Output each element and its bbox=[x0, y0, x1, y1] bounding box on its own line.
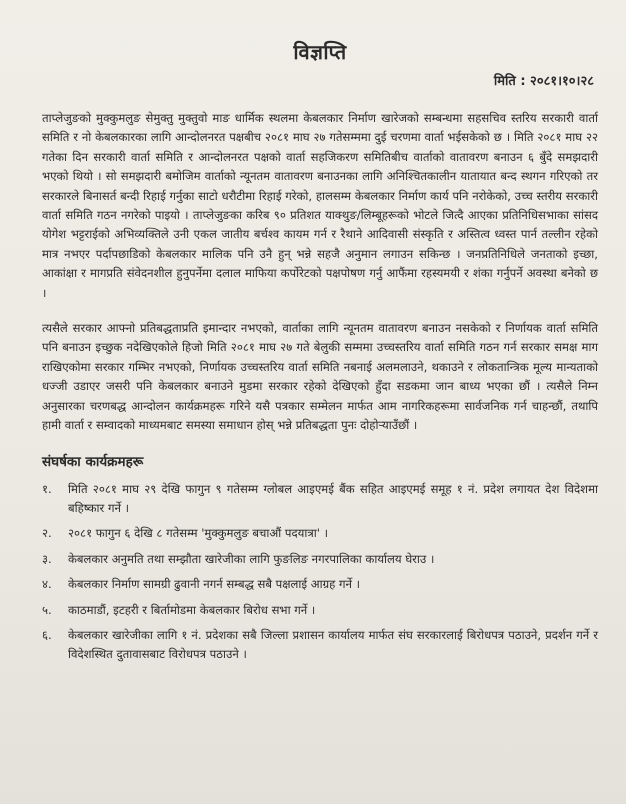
list-item-number: ४. bbox=[42, 577, 52, 592]
paragraph-1: ताप्लेजुङको मुक्कुमलुङ सेमुक्तु मुक्तुवो माङ धार्मिक स्थलमा केबलकार निर्माण खारेजको सम्बन्धमा सहसचिव स्तरिय सरकारी वार्ता समिति र नो केबलकारका लागि आन्दोलनरत पक्षबीच २०८१ माघ २७ गतेसम्ममा दुई चरणमा वार्ता भईसकेको छ । मिति २०८१ माघ २२ गतेका दिन सरकारी वार्ता समिति र आन्दोलनरत पक्षको वार्ता सहजिकरण समितिबीच वार्ताको वातावरण बनाउन ६ बुँदे समझदारी भएको थियो । सो समझदारी बमोजिम वार्ताको न्यूनतम वातावरण बनाउनका लागि अनिश्चितकालीन यातायात बन्द स्थगन गरिएको तर सरकारले बिनासर्त बन्दी रिहाई गर्नुका साटो धरौटीमा रिहाई गरेको, हालसम्म केबलकार निर्माण कार्य पनि नरोकेको, उच्च स्तरीय सरकारी वार्ता समिति गठन नगरेको पाइयो । ताप्लेजुङका करिब ९० प्रतिशत याक्थुङ/लिम्बूहरूको भोटले जित्दै आएका प्रतिनिधिसभाका सांसद योगेश भट्टराईको अभिव्यक्तिले उनी एकल जातीय बर्चश्व कायम गर्न र रैथाने आदिवासी संस्कृति र अस्तित्व ध्वस्त पार्न तल्लीन रहेको मात्र नभएर पर्दापछाडिको केबलकार मालिक पनि उनै हुन् भन्ने सहजै अनुमान लगाउन सकिन्छ । जनप्रतिनिधिले जनताको इच्छा, आकांक्षा र मागप्रति संवेदनशील हुनुपर्नेमा दलाल माफिया कर्पोरेटको पक्षपोषण गर्नु आफैंमा रहस्यमयी र शंका गर्नुपर्ने अवस्था बनेको छ । bbox=[42, 111, 598, 300]
list-item bbox=[42, 550, 598, 569]
section-heading: संघर्षका कार्यक्रमहरू bbox=[42, 453, 144, 470]
document-date: मिति : २०८१।१०।२८ bbox=[493, 74, 594, 89]
list-item bbox=[42, 480, 598, 519]
list-item-text: केबलकार निर्माण सामग्री ढुवानी नगर्न सम्बद्ध सबै पक्षलाई आग्रह गर्ने । bbox=[68, 577, 361, 592]
list-item bbox=[42, 524, 598, 543]
list-item-text: मिति २०८१ माघ २९ देखि फागुन ९ गतेसम्म ग्लोबल आइएमई बैंक सहित आइएमई समूह १ नं. प्रदेश लगायत देश विदेशमा बहिष्कार गर्ने । bbox=[68, 481, 599, 515]
list-item bbox=[42, 601, 598, 620]
list-item-number: १. bbox=[42, 481, 52, 496]
list-item-number: ६. bbox=[42, 627, 52, 642]
list-item-text: २०८१ फागुन ६ देखि ८ गतेसम्म 'मुक्कुमलुङ बचाऔं पदयात्रा' । bbox=[68, 526, 329, 541]
program-list bbox=[42, 480, 598, 665]
list-item bbox=[42, 626, 598, 665]
list-item-text: काठमाडौं, इटहरी र बिर्तामोडमा केबलकार बिरोध सभा गर्ने । bbox=[68, 602, 316, 617]
list-item-number: २. bbox=[42, 526, 52, 541]
list-item-text: केबलकार अनुमति तथा सम्झौता खारेजीका लागि फुङलिङ नगरपालिका कार्यालय घेराउ । bbox=[68, 551, 435, 566]
list-item-text: केबलकार खारेजीका लागि १ नं. प्रदेशका सबै जिल्ला प्रशासन कार्यालय मार्फत संघ सरकारलाई बिरोधपत्र पठाउने, प्रदर्शन गर्ने र विदेशस्थित दुतावासबाट विरोधपत्र पठाउने । bbox=[68, 627, 598, 662]
document-title: विज्ञप्ति bbox=[293, 40, 347, 64]
paragraph-2: त्यसैले सरकार आफ्नो प्रतिबद्धताप्रति इमान्दार नभएको, वार्ताका लागि न्यूनतम वातावरण बनाउन नसकेको र निर्णायक वार्ता समिति पनि बनाउन इच्छुक नदेखिएकोले हिजो मिति २०८१ माघ २७ गते बेलुकी सम्ममा उच्चस्तरिय वार्ता समिति गठन गर्न सरकार समक्ष माग राखिएकोमा सरकार गम्भिर नभएको, निर्णायक उच्चस्तरिय वार्ता समिति नबनाई अलमलाउने, थकाउने र लोकतान्त्रिक मूल्य मान्यताको धज्जी उडाएर जसरी पनि केबलकार बनाउने मुडमा सरकार रहेको देखिएको हुँदा सडकमा जान बाध्य भएका छौं । त्यसैले निम्न अनुसारका चरणबद्ध आन्दोलन कार्यक्रमहरू गरिने यसै पत्रकार सम्मेलन मार्फत आम नागरिकहरूमा सार्वजनिक गर्न चाहन्छौं, तथापि हामी वार्ता र सम्वादको माध्यमबाट समस्या समाधान होस् भन्ने प्रतिबद्धता पुनः दोहोऱ्याउँछौं । bbox=[42, 321, 598, 433]
list-item-number: ३. bbox=[42, 551, 52, 566]
list-item-number: ५. bbox=[42, 602, 52, 617]
list-item bbox=[42, 575, 598, 594]
